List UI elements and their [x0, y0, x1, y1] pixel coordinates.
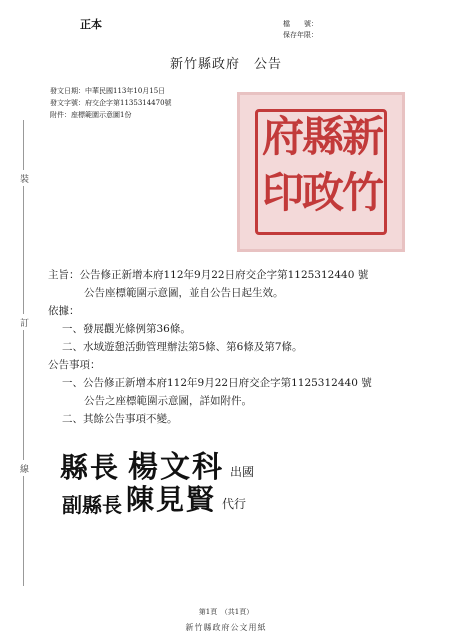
binding-mark: 線	[20, 465, 30, 475]
issue-date: 發文日期：中華民國113年10月15日	[50, 87, 166, 95]
notice-item: 一、公告修正新增本府112年9月22日府交企字第1125312440 號	[62, 377, 372, 389]
binding-line	[23, 476, 24, 586]
magistrate-status: 出國	[230, 465, 255, 479]
notice-heading: 公告事項：	[48, 359, 101, 371]
page-number: 第1頁 （共1頁）	[198, 608, 254, 616]
original-copy-mark: 正本	[80, 18, 102, 31]
deputy-signature	[62, 478, 246, 518]
deputy-title: 副縣長	[62, 493, 122, 517]
binding-line	[23, 120, 24, 170]
document-number: 發文字號：府交企字第1135314470號	[50, 99, 172, 107]
seal-char: 縣	[302, 112, 345, 161]
basis-item: 二、水域遊憩活動管理辦法第5條、第6條及第7條。	[62, 341, 303, 353]
binding-mark: 裝	[20, 175, 30, 185]
document-title: 新竹縣政府 公告	[169, 57, 282, 72]
seal-border	[255, 109, 387, 235]
seal-char: 府	[262, 112, 305, 161]
seal-char: 政	[302, 168, 345, 217]
magistrate-name: 楊文科	[128, 450, 225, 485]
basis-heading: 依據：	[48, 305, 80, 317]
magistrate-title: 縣長	[60, 451, 121, 484]
subject-line: 公告座標範圍示意圖，並自公告日起生效。	[84, 287, 284, 299]
seal-char: 印	[262, 168, 305, 217]
notice-item: 二、其餘公告事項不變。	[62, 413, 178, 425]
file-number-label: 檔 號：	[283, 20, 318, 28]
deputy-status: 代行	[222, 497, 247, 511]
binding-line	[23, 186, 24, 314]
attachment-line: 附件：座標範圍示意圖1份	[50, 111, 132, 119]
retention-period-label: 保存年限：	[283, 31, 318, 39]
binding-mark: 訂	[20, 319, 30, 329]
seal-char: 竹	[342, 168, 385, 217]
seal-char: 新	[342, 112, 385, 161]
basis-item: 一、發展觀光條例第36條。	[62, 323, 191, 335]
binding-line	[23, 330, 24, 460]
official-seal	[237, 92, 405, 252]
paper-footer: 新竹縣政府公文用紙	[185, 623, 267, 632]
subject-line: 主旨：公告修正新增本府112年9月22日府交企字第1125312440 號	[48, 269, 369, 281]
deputy-name: 陳見賢	[126, 483, 217, 516]
notice-item-continued: 公告之座標範圍示意圖，詳如附件。	[84, 395, 252, 407]
